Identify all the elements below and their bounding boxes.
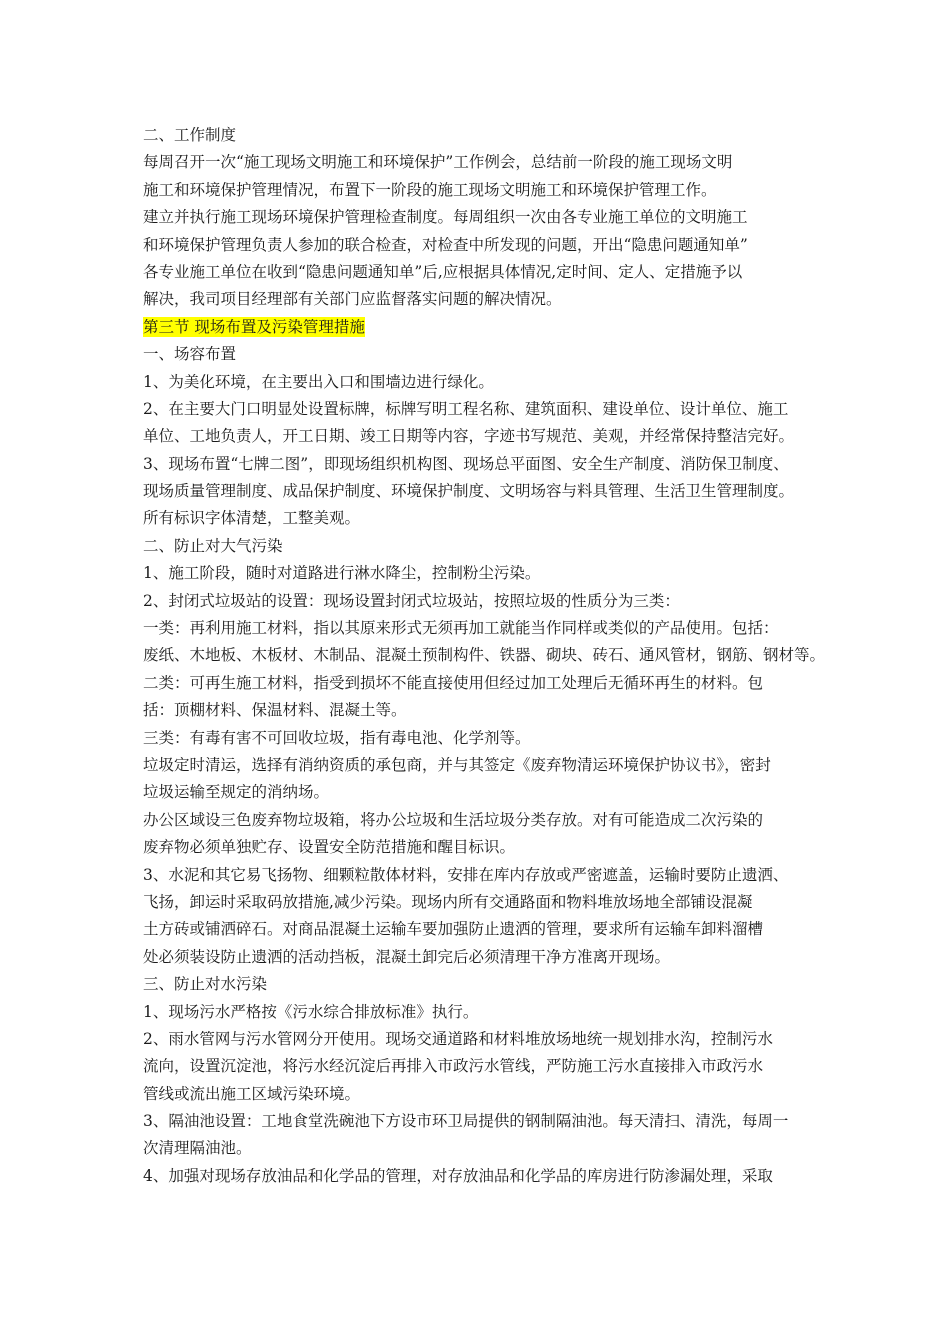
paragraph-line: 废纸、木地板、木板材、木制品、混凝土预制构件、铁器、砌块、砖石、通风管材，钢筋、钢材等。	[143, 646, 826, 665]
paragraph-line: 办公区域设三色废弃物垃圾箱，将办公垃圾和生活垃圾分类存放。对有可能造成二次污染的	[143, 810, 764, 829]
paragraph-line: 垃圾运输至规定的消纳场。	[143, 783, 330, 802]
paragraph-line: 三类：有毒有害不可回收垃圾，指有毒电池、化学剂等。	[143, 728, 531, 747]
paragraph-line: 和环境保护管理负责人参加的联合检查，对检查中所发现的问题，开出“隐患问题通知单”	[143, 235, 748, 254]
paragraph-line: 飞扬，卸运时采取码放措施,减少污染。现场内所有交通路面和物料堆放场地全部铺设混凝	[143, 892, 753, 911]
paragraph-line: 每周召开一次“施工现场文明施工和环境保护”工作例会，总结前一阶段的施工现场文明	[143, 153, 733, 172]
paragraph-line: 3、水泥和其它易飞扬物、细颗粒散体材料，安排在库内存放或严密遮盖，运输时要防止遗洒、	[143, 865, 789, 884]
paragraph-line: 土方砖或铺洒碎石。对商品混凝土运输车要加强防止遗洒的管理，要求所有运输车卸料溜槽	[143, 920, 764, 939]
paragraph-line: 2、在主要大门口明显处设置标牌，标牌写明工程名称、建筑面积、建设单位、设计单位、施工	[143, 399, 789, 418]
paragraph-line: 二类：可再生施工材料，指受到损坏不能直接使用但经过加工处理后无循环再生的材料。包	[143, 673, 764, 692]
paragraph-line: 现场质量管理制度、成品保护制度、环境保护制度、文明场容与料具管理、生活卫生管理制度。	[143, 482, 795, 501]
paragraph-line: 施工和环境保护管理情况，布置下一阶段的施工现场文明施工和环境保护管理工作。	[143, 180, 717, 199]
paragraph-line: 1、为美化环境，在主要出入口和围墙边进行绿化。	[143, 372, 494, 391]
paragraph-line: 管线或流出施工区域污染环境。	[143, 1084, 361, 1103]
section-heading: 三、防止对水污染	[143, 975, 268, 994]
paragraph-line: 4、加强对现场存放油品和化学品的管理，对存放油品和化学品的库房进行防渗漏处理，采取	[143, 1166, 773, 1185]
section-heading: 二、工作制度	[143, 126, 237, 144]
paragraph-line: 废弃物必须单独贮存、设置安全防范措施和醒目标识。	[143, 838, 516, 857]
paragraph-line: 垃圾定时清运，选择有消纳资质的承包商，并与其签定《废弃物清运环境保护协议书》，密封	[143, 755, 771, 774]
document-body	[143, 122, 826, 1190]
paragraph-line: 次清理隔油池。	[143, 1139, 252, 1158]
paragraph-line: 3、现场布置“七牌二图”，即现场组织机构图、现场总平面图、安全生产制度、消防保卫制度、	[143, 454, 789, 473]
paragraph-line: 1、现场污水严格按《污水综合排放标准》执行。	[143, 1002, 479, 1021]
paragraph-line: 2、封闭式垃圾站的设置：现场设置封闭式垃圾站，按照垃圾的性质分为三类：	[143, 591, 680, 610]
paragraph-line: 单位、工地负责人，开工日期、竣工日期等内容，字迹书写规范、美观，并经常保持整洁完好。	[143, 427, 795, 446]
section-heading: 一、场容布置	[143, 345, 237, 364]
section-heading: 二、防止对大气污染	[143, 536, 283, 555]
paragraph-line: 括：顶棚材料、保温材料、混凝土等。	[143, 701, 407, 720]
paragraph-line: 流向，设置沉淀池，将污水经沉淀后再排入市政污水管线，严防施工污水直接排入市政污水	[143, 1057, 764, 1076]
paragraph-line: 1、施工阶段，随时对道路进行淋水降尘，控制粉尘污染。	[143, 564, 541, 583]
paragraph-line: 建立并执行施工现场环境保护管理检查制度。每周组织一次由各专业施工单位的文明施工	[143, 208, 748, 227]
paragraph-line: 2、雨水管网与污水管网分开使用。现场交通道路和材料堆放场地统一规划排水沟，控制污水	[143, 1029, 773, 1048]
paragraph-line: 所有标识字体清楚，工整美观。	[143, 509, 361, 528]
chapter-heading-line	[143, 314, 823, 341]
paragraph-line: 各专业施工单位在收到“隐患问题通知单”后,应根据具体情况,定时间、定人、定措施予以	[143, 262, 743, 281]
chapter-heading-highlighted: 第三节 现场布置及污染管理措施	[143, 317, 365, 336]
paragraph-line: 一类：再利用施工材料，指以其原来形式无须再加工就能当作同样或类似的产品使用。包括：	[143, 619, 779, 638]
paragraph-line: 解决，我司项目经理部有关部门应监督落实问题的解决情况。	[143, 290, 562, 309]
paragraph-line: 3、隔油池设置：工地食堂洗碗池下方设市环卫局提供的钢制隔油池。每天清扫、清洗，每周一	[143, 1112, 789, 1131]
paragraph-line: 处必须装设防止遗洒的活动挡板，混凝土卸完后必须清理干净方准离开现场。	[143, 947, 671, 966]
